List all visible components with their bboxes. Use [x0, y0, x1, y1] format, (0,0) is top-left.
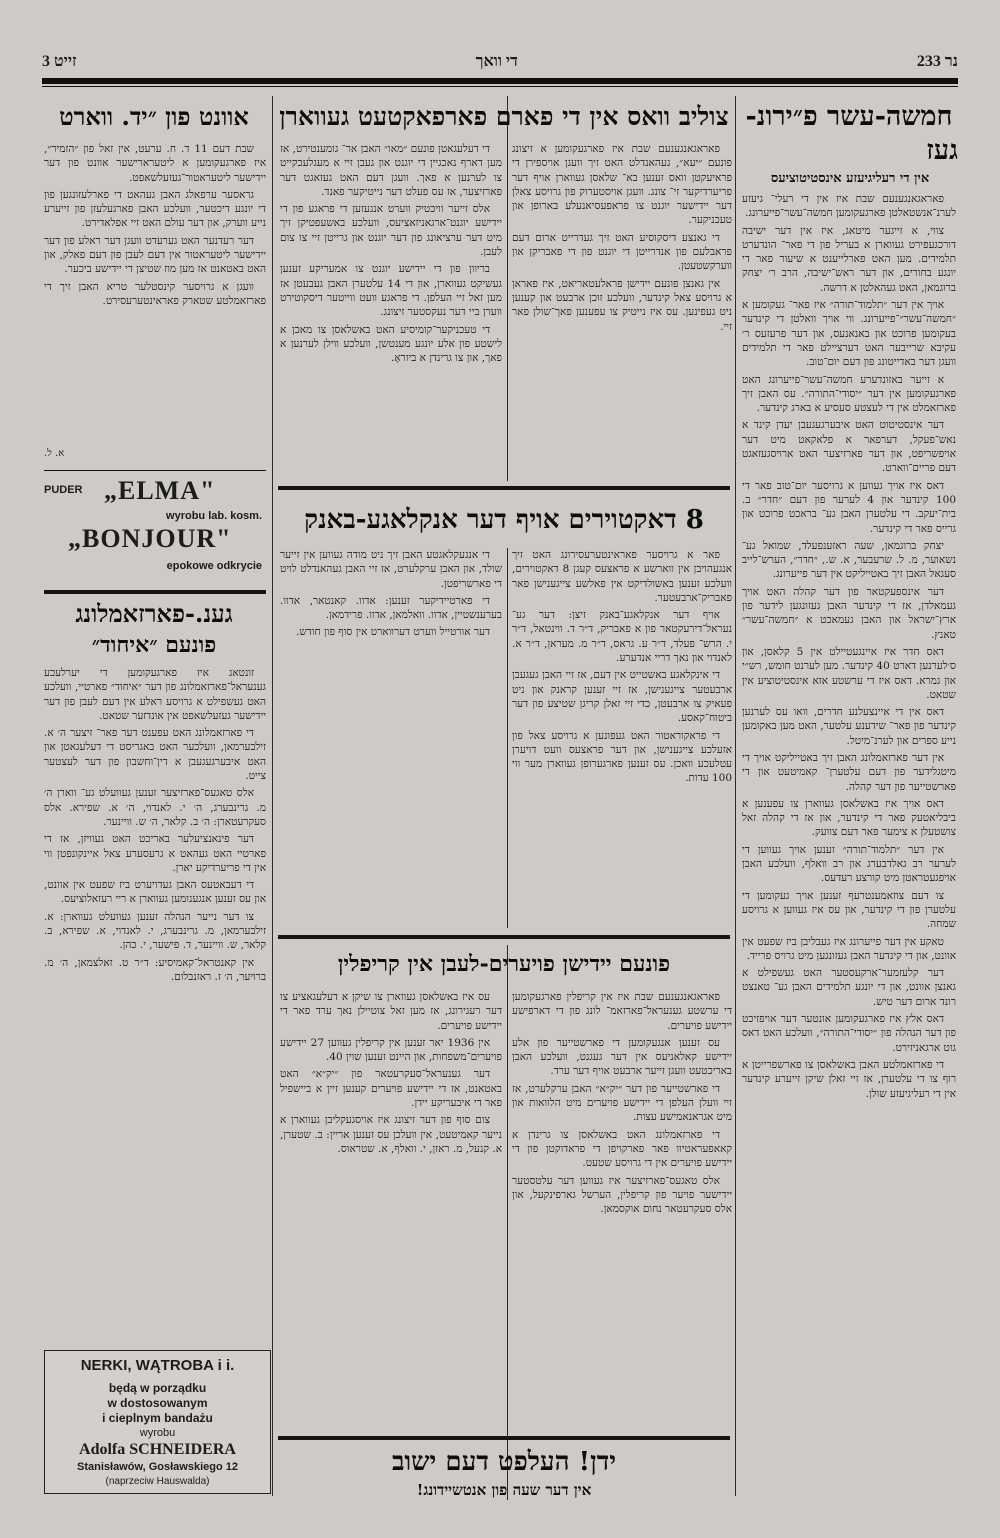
paragraph: דער אינסטיטוט האט איבערגעגעבן יעדן קינד א נאש־פעקל, דערפאר א פלאקאט מיט דער אויפשריפט, און דער פארזיצער האט ארויסגעזאגט דעם פריים־ווארט.	[742, 419, 956, 475]
paragraph: פאראגאנגענעם שבת איז אין די רעלי־ גיעזע לערנ־אנשטאלטן פארגעקומען חמשה־עשר־פייערונג.	[742, 193, 956, 220]
article-body	[280, 142, 502, 477]
paragraph: דער אינספעקטאר פון דער קהלה האט אויך געמאלדן, אז די קינדער האבן געזונגען לידער פון ארץ־ישראל און האבן געמאכט א ״חמשה־עשר״ טאנץ.	[742, 585, 956, 641]
paragraph: דער אורטייל ווערט דערווארט אין סוף פון חודש.	[296, 626, 490, 639]
paragraph: אלס טאגעס־פארזיצער זענען געוועלט גע־ ווארן ה׳ מ. גרינבערג, ה׳ י. לאנדוי, ה׳ א. שפירא. אלס סעקרעטארן: ה׳ ב. קלאר, ה׳ ש. וויינער.	[44, 787, 266, 828]
section-rule	[278, 935, 730, 939]
ad-title: NERKI, WĄTROBA i i.	[80, 1357, 235, 1374]
paragraph: אין גאנצן פונעם יידישן פראלעטאריאט, איז פאראן א גרויסע צאל קינדער, וועלכע זוכן ארבעט און קענען ניט געפינען. עס איז נייטיק צו עפענען פאך־שולן פאר זיי.	[512, 277, 732, 333]
article-body	[44, 666, 266, 1336]
paragraph: די פארזאמלונג האט עפענט דער פאר־ זיצער ה׳ א. זילבערמאן, וועלכער האט באגריסט די דעלעגאטן און האט איבערגעגעבן א דין־וחשבון פון דער לעצטער צייט.	[44, 727, 266, 783]
paragraph: עס זענען אנגעקומען די פארשטייער פון אלע יידישע קאלאניעס אין דער געגנט, וועלכע האבן באריכטעט וועגן זייער ארבעט אויף דער ערד.	[512, 1036, 732, 1078]
paragraph: דאס אויך איז באשלאסן געווארן צו עפענען א ביבליאטעק פאר די קינדער, און אז די קהלה זאל צושטעלן א צימער פאר דעם צוועק.	[742, 797, 956, 839]
paragraph: אויף דער אנקלאגע־באנק זיצן: דער גע־ נעראל־דירעקטאר פון א פאבריק, ד״ר ד. ווינטאל, ד״ר י. הרש־ פעלד, ד״ר ע. גראס, ד״ר מ. מעראן, ד״ר א. לאנדוי און נאך דריי אנדערע.	[512, 609, 732, 665]
article-subtitle: פונעם ״איחוד״	[91, 632, 217, 658]
paragraph: דאס איז אויך געווען א גרויסער יום־טוב פאר די 100 קינדער און 4 לערער פון דעם ״חדר״ ב. בית־יעקב. די עלטערן האבן גע־ בראכט פרוכט און גרייס פאר די קינדער.	[742, 479, 956, 535]
column-rule	[507, 945, 508, 1500]
header-page-left: זייט 3	[42, 53, 77, 70]
section-rule	[278, 486, 730, 490]
ad-text: wyrobu lab. kosm.	[166, 510, 262, 522]
header-issue: נר 233	[916, 53, 958, 70]
paragraph: דאס אין די איינצעלנע חדרים, וואו עס לערנען קינדער פון פאר־ שידענע עלטער, האט מען באקומען נייע ספרים און לערנ־מיטל.	[742, 706, 956, 747]
article-body	[742, 192, 956, 1492]
paragraph: זונטאג איז פארגעקומען די יערלעכע גענעראל־פארזאמלונג פון דער ״איחוד״ פארטיי, וועלכע האט געשפילט א גרויסע ראלע אין דעם לעבן פון דער יידישער געזעלשאפט אין אונדזער שטאט.	[44, 667, 266, 722]
paragraph: דער קלעזמער־ארקעסטער האט געשפילט א גאנצן אוונט, און די יונגע תלמידים האבן גע־ טאנצט רונד ארום דער טיש.	[742, 967, 956, 1008]
paragraph: אין דער ״תלמוד־תורה״ זענען אויך געווען די לערער רב גאלדבערג און רב וואלף, וועלכע האבן אויפגעטראטן מיט קורצע רעדעס.	[742, 843, 956, 885]
paragraph: די פארזאמלונג האט באשלאסן צו גרינדן א קאאפעראטיוו פאר פארקויפן די פראדוקטן פון די יידישע פויערים אין די גרויסע שטעט.	[512, 1128, 732, 1170]
paragraph: די אנגעקלאגטע האבן זיך ניט מודה געווען אין זייער שולד, און האבן ערקלערט, אז זיי האבן געהאנדלט לויט די פארשריפטן.	[280, 549, 502, 590]
paragraph: דער פינאנציעלער באריכט האט געוויזן, אז די פארטיי האט געהאט א גרעסערע צאל איינקונפטן ווי אין די פריערדיקע יארן.	[44, 833, 266, 874]
article-title: גענ.-פארזאמלונג	[75, 599, 233, 628]
paragraph: צו דעם צוזאמענטרעף זענען אויך געקומען די עלטערן פון די קינדער, און עס איז געווען א גרויסע שמחה.	[742, 889, 956, 931]
ad-text: i cieplnym bandażu	[102, 1411, 213, 1425]
article-body	[280, 548, 502, 848]
paragraph: דער גענעראל־סעקרעטאר פון ״יק״א״ האט באטאנט, אז די יידישע פויערים קענען זיין א ביישפיל פאר די איבעריקע יידן.	[280, 1068, 502, 1110]
notice-title: ידן! העלפט דעם ישוב	[391, 1447, 617, 1477]
advertisement-nerki	[44, 1350, 271, 1494]
ad-address: Stanisławów, Gosławskiego 12	[77, 1461, 238, 1473]
paragraph: די פארזאמלטע האבן באשלאסן צו פארשפרייטן א רוף צו די עלטערן, אז זיי זאלן שיקן זייערע קינדער אין די רעליגיעזע שולן.	[742, 1058, 956, 1100]
ad-brand: „BONJOUR"	[68, 524, 232, 553]
paragraph: אין 1936 יאר זענען אין קריפלין געווען 27 יידישע פויערים־משפחות, און היינט זענען שוין 40.	[280, 1036, 502, 1064]
paragraph: צווי, א זייגער מיטאג, איז אין דער ישיבה דורכגעפירט געווארן א בעריל פון די פאר־ הונדערט תלמידים. מען האט פארלייענט א שיעור פאר די יונגע בחורים, און דער ראש־ישיבה, הרב ר׳ יצחק ברוגמאן, האט געהאלטן א דרשה.	[742, 224, 956, 294]
paragraph: טאקע אין דער פייערונג איז געבליבן ביז שפעט אין אוונט, און די קינדער האבן געזונגען מיט גרויס פרייד.	[742, 935, 956, 962]
article-body	[512, 548, 732, 928]
paragraph: די דעלעגאטן פונעם ״מאו״ האבן אר־ גומענטירט, אז מען דארף נאכגיין די יוגנט און געבן זיי א מעגלעכקייט צו לערנען א פאך. וועגן דעם האט געזאגט דער פארזיצער, אז עס פעלט דער נייטיקער פאנד.	[280, 143, 502, 198]
paragraph: אלס זייער וויכטיק ווערט אנגעזען די פראגע פון די יידישע יוגנט־ארגאניזאציעס, וועלכע באשעפטיקן זיך מיט דער ערציאונג פון דער יוגנט און גרייטן זיי צו צום לעבן.	[280, 203, 502, 259]
article-title: חמשה-עשר פ״ירונ-	[745, 101, 953, 132]
paragraph: אין דער פארזאמלונג האבן זיך באטייליקט אויך די מיטגלידער פון דעם עלטערן־ קאמיטעט און די פארשטייער פון דער קהלה.	[742, 751, 956, 793]
column-rule	[507, 96, 508, 481]
ad-text: w dostosowanym	[107, 1396, 208, 1410]
paragraph: די פארשטייער פון דער ״יק״א״ האבן ערקלערט, אז זיי וועלן העלפן די יידישע פויערים מיט הלוואות און מיט אגראנאמישע עצות.	[512, 1082, 732, 1124]
paragraph: עס איז באשלאסן געווארן צו שיקן א דעלעגאציע צו דער רעגירונג, אז מען זאל צוטיילן נאך ערד פאר די יידישע פויערים.	[280, 991, 502, 1032]
paragraph: א זייער באזונדערע חמשה־עשר־פייערונג האט פארגעקומען אין דער ״יסודי־התורה״. עס האבן זיך פארזאמלט אין די לעצטע סעסיע א בארג קינדער.	[742, 373, 956, 415]
paragraph: פאר א גרויסער פאראינטערעסירונג האט זיך אנגעהויבן אין ווארשע א פראצעס קעגן 8 דאקטוירים, וועלכע זענען באשולדיקט אין פאלשע צייגענישן פאר פאבריק־ארבעטער.	[512, 549, 732, 604]
paragraph: יצחק ברוגמאן, שעה ראזענפעלד, שמואל גע־ נשאוער, מ. ל. שרעבער, א. ש., ״חדר״, הערש־לייב סעגאל האבן זיך באטייליקט אין דער פייערונג.	[742, 539, 956, 581]
paragraph: די פארטיידיקער זענען: אדוו. קאנטאר, אדוו. בערענשטיין, אדוו. וואלמאן, אדוו. פרידמאן.	[280, 594, 502, 622]
header-rule	[42, 78, 958, 84]
paragraph: גראסער ערפאלג האבן געהאט די פארלעזונגען פון די יונגע דיכטער, וועלכע האבן פארגעלעזן פון זייערע נייע ווערק, און דער עולם האט זיי אפלאדירט.	[44, 188, 266, 230]
paragraph: שבת דעם 11 ד. ח. ערעט, אין זאל פון ״הזמיר״, איז פארגעקומען א ליטערארישער אוונט פון דער יידישער ליטעראטור־געזעלשאפט.	[44, 143, 266, 184]
article-body	[280, 990, 502, 1430]
section-rule	[44, 470, 266, 471]
article-title-cont: געז	[926, 135, 958, 166]
paragraph: אלס טאגעס־פארזיצער איז געווען דער עלטסטער יידישער פויער פון קריפלין, הערשל גארפינקעל, און אלס סעקרעטאר נחום אוקסמאן.	[512, 1174, 732, 1216]
paragraph: די גאנצע דיסקוסיע האט זיך געדרייט ארום דעם פראבלעם פון אנדרייטן די יוגנט פון די פאבריקן און ווערקשטעטן.	[512, 231, 732, 273]
ad-text: epokowe odkrycie	[166, 560, 262, 572]
paragraph: צו דער נייער הנהלה זענען געוועלט געווארן: א. זילבערמאן, מ. גרינבערג, י. לאנדוי, א. שפירא, ב. קלאר, ש. וויינער, ד. פישער, י. כהן.	[44, 910, 266, 952]
signature: א. ל.	[44, 448, 65, 459]
paragraph: צום סוף פון דער זיצונג איז אויסגעקליבן געווארן א נייער קאמיטעט, אין וועלכן עס זענען אריין: ב. שטערן, א. קנעל, מ. ראזן, י. וואלף, א. שטראוס.	[280, 1114, 502, 1155]
ad-note: (naprzeciw Hauswalda)	[105, 1476, 210, 1487]
paragraph: פאראגאנגענעם שבת איז פארגעקומען א זיצונג פונעם ״יעא״, געהאנדלט האט זיך וועגן אויספירן די פראיעקטן וואס זענען בא־ שלאסן געווארן אויף דער פריערדיקער זי־ צונג. וועגן אויסטערוק פון גרויסע צאלן דער יידישער יוגנט צו פראפעסיאנעלע בארופן און טעכניקער.	[512, 143, 732, 227]
paragraph: די דעבאטעס האבן געדויערט ביז שפעט אין אוונט, און עס זענען אנגענומען געווארן א ריי רעזאלוציעס.	[44, 879, 266, 906]
ad-text: PUDER	[44, 484, 83, 496]
notice-subtitle: אין דער שעה פון אנטשיידונג!	[416, 1481, 592, 1499]
paragraph: די פראקוראטור האט געפונען א גרויסע צאל פון אזעלכע צייגענישן, און דער פראצעס וועט דויערן עטלעכע וואכן. עס זענען פארגערופן געווארן מער ווי 100 עדות.	[512, 729, 732, 785]
paragraph: די אינקלאגע באשטייט אין דעם, אז זיי האבן געגעבן ארבעטער צייגענישן, אז זיי זענען קראנק און ניט פעאיק צו ארבעטן, כדי זיי זאלן קריגן שטיצע פון דער ביטוח־קאסע.	[512, 669, 732, 725]
paragraph: דאס אלץ איז פארגעקומען אונטער דער אויפזיכט פון דער הנהלה פון ״יסודי־התורה״, וועלכע האט דאס גוט ארגאניזירט.	[742, 1013, 956, 1054]
paragraph: די טעכניקער־קומיסיע האט באשלאסן צו מאכן א לישטע פון אלע יונגע מענטשן, וועלכע ווילן לערנען א פאך, און צו גרינדן א ביוראָ.	[280, 323, 502, 365]
article-subtitle: אין די רעליגיעזע אינסטיטוציעס	[770, 171, 930, 186]
column-rule	[507, 548, 508, 928]
paragraph: בריוון פון די יידישע יוגנט צו אמעריקע זענען געשיקט געווארן, און די 14 עלטערן האבן געבעטן אז מען זאל זיי העלפן. די פראגע וועט ווייטער דיסקוטירט ווערן ביי דער נעקסטער זיצונג.	[280, 263, 502, 319]
ad-text: wyrobu	[139, 1427, 176, 1439]
paragraph: אויך אין דער ״תלמוד־תורה״ איז פאר־ געקומען א ״חמשה־עשר״־פייערונג. ווי אויך וואלטן די קינדער בעקומען פרוכט און באנאנעס, און דער פרעזעס ר׳ עקיבא שרייבער האט דערציילט פאר די תלמידים וועגן דער באדייטונג פון דעם יום־טוב.	[742, 299, 956, 369]
column-rule	[735, 96, 736, 1496]
article-body	[512, 142, 732, 477]
ad-text: będą w porządku	[108, 1381, 207, 1395]
article-body	[512, 990, 732, 1430]
ad-brand: „ELMA"	[104, 476, 216, 505]
section-rule	[44, 590, 266, 594]
paragraph: פאראגאנגענעם שבת איז אין קריפלין פארגעקומען די ערשטע גענעראל־פארזאמ־ לונג פון די דארפישע יידישע פויערים.	[512, 991, 732, 1032]
article-body	[44, 142, 266, 442]
article-title: 8 דאקטוירים אויף דער אנקלאגע-באנק	[304, 505, 704, 535]
paragraph: אין קאנטראל־קאמיסיע: ד״ר ט. זאלצמאן, ה׳ מ. ברויער, ה׳ ז. ראזנבלום.	[44, 956, 266, 983]
section-rule	[278, 1436, 730, 1440]
article-title: פונעם יידישן פויערים-לעבן אין קריפלין	[337, 951, 671, 977]
article-title: צוליב וואס אין די פארם פארפאקטעט געווארן	[279, 102, 729, 131]
ad-name: Adolfa SCHNEIDERA	[79, 1441, 236, 1458]
article-title: אוונט פון ״יד. ווארט	[59, 102, 249, 131]
header-rule-thin	[42, 86, 958, 87]
paragraph: דער רעדנער האט גערעדט וועגן דער ראלע פון דער יידישער ליטעראטור אין דעם לעבן פון דעם פאלק, און האט באטאנט אז מען מוז שטיצן די יידישע ביכער.	[44, 234, 266, 276]
paragraph: וועגן א גרויסער קינסטלער טריא האבן זיך די פארזאמלטע שטארק פאראינטערעסירט.	[44, 280, 266, 307]
column-rule	[272, 96, 273, 1496]
header-masthead: די וואך	[475, 53, 518, 70]
advertisement-puder	[44, 476, 262, 582]
paragraph: דאס חדר איז איינגעטיילט אין 5 קלאסן, און ס׳לערנען דארט 40 קינדער. מען לערנט חומש, רש״י און גמרא. דאס איז די ערשטע אזא אינסטיטוציע אין שטאט.	[742, 645, 956, 701]
page-header	[42, 46, 958, 78]
